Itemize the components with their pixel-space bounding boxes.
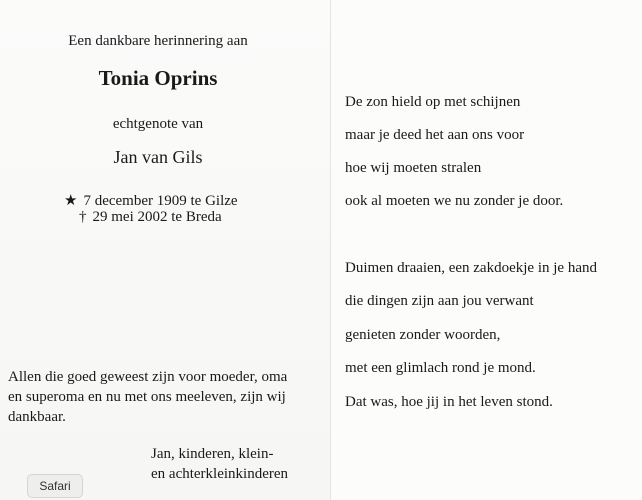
signature-line: en achterkleinkinderen [151, 466, 289, 482]
death-cross-icon: † [79, 209, 87, 225]
poem-line: die dingen zijn aan jou verwant [345, 293, 534, 309]
card-right-panel [331, 0, 642, 500]
poem-line: Dat was, hoe jij in het leven stond. [345, 394, 553, 410]
poem-line: met een glimlach rond je mond. [345, 360, 536, 376]
poem-line: De zon hield op met schijnen [345, 94, 521, 110]
birth-star-icon: ★ [64, 193, 78, 209]
relation-text: echtgenote van [112, 116, 204, 132]
spouse-name: Jan van Gils [113, 147, 203, 167]
death-line [79, 209, 222, 226]
thanks-paragraph [8, 367, 287, 427]
birth-date: 7 december 1909 te Gilze [83, 193, 238, 209]
thanks-line: dankbaar. [8, 409, 66, 425]
birth-line [64, 191, 238, 210]
poem-line: hoe wij moeten stralen [345, 160, 482, 176]
poem-line: Duimen draaien, een zakdoekje in je hand [345, 260, 597, 276]
safari-button[interactable]: Safari [27, 474, 83, 498]
deceased-name: Tonia Oprins [98, 66, 218, 90]
signature-line: Jan, kinderen, klein- [151, 446, 274, 462]
thanks-line: Allen die goed geweest zijn voor moeder, oma [8, 369, 288, 385]
thanks-line: en superoma en nu met ons meeleven, zijn wij [8, 389, 286, 405]
poem-line: ook al moeten we nu zonder je door. [345, 193, 564, 209]
poem-line: genieten zonder woorden, [345, 327, 501, 343]
death-date: 29 mei 2002 te Breda [92, 209, 222, 225]
intro-text: Een dankbare herinnering aan [68, 33, 248, 49]
signature-block [151, 444, 288, 484]
poem-line: maar je deed het aan ons voor [345, 127, 525, 143]
